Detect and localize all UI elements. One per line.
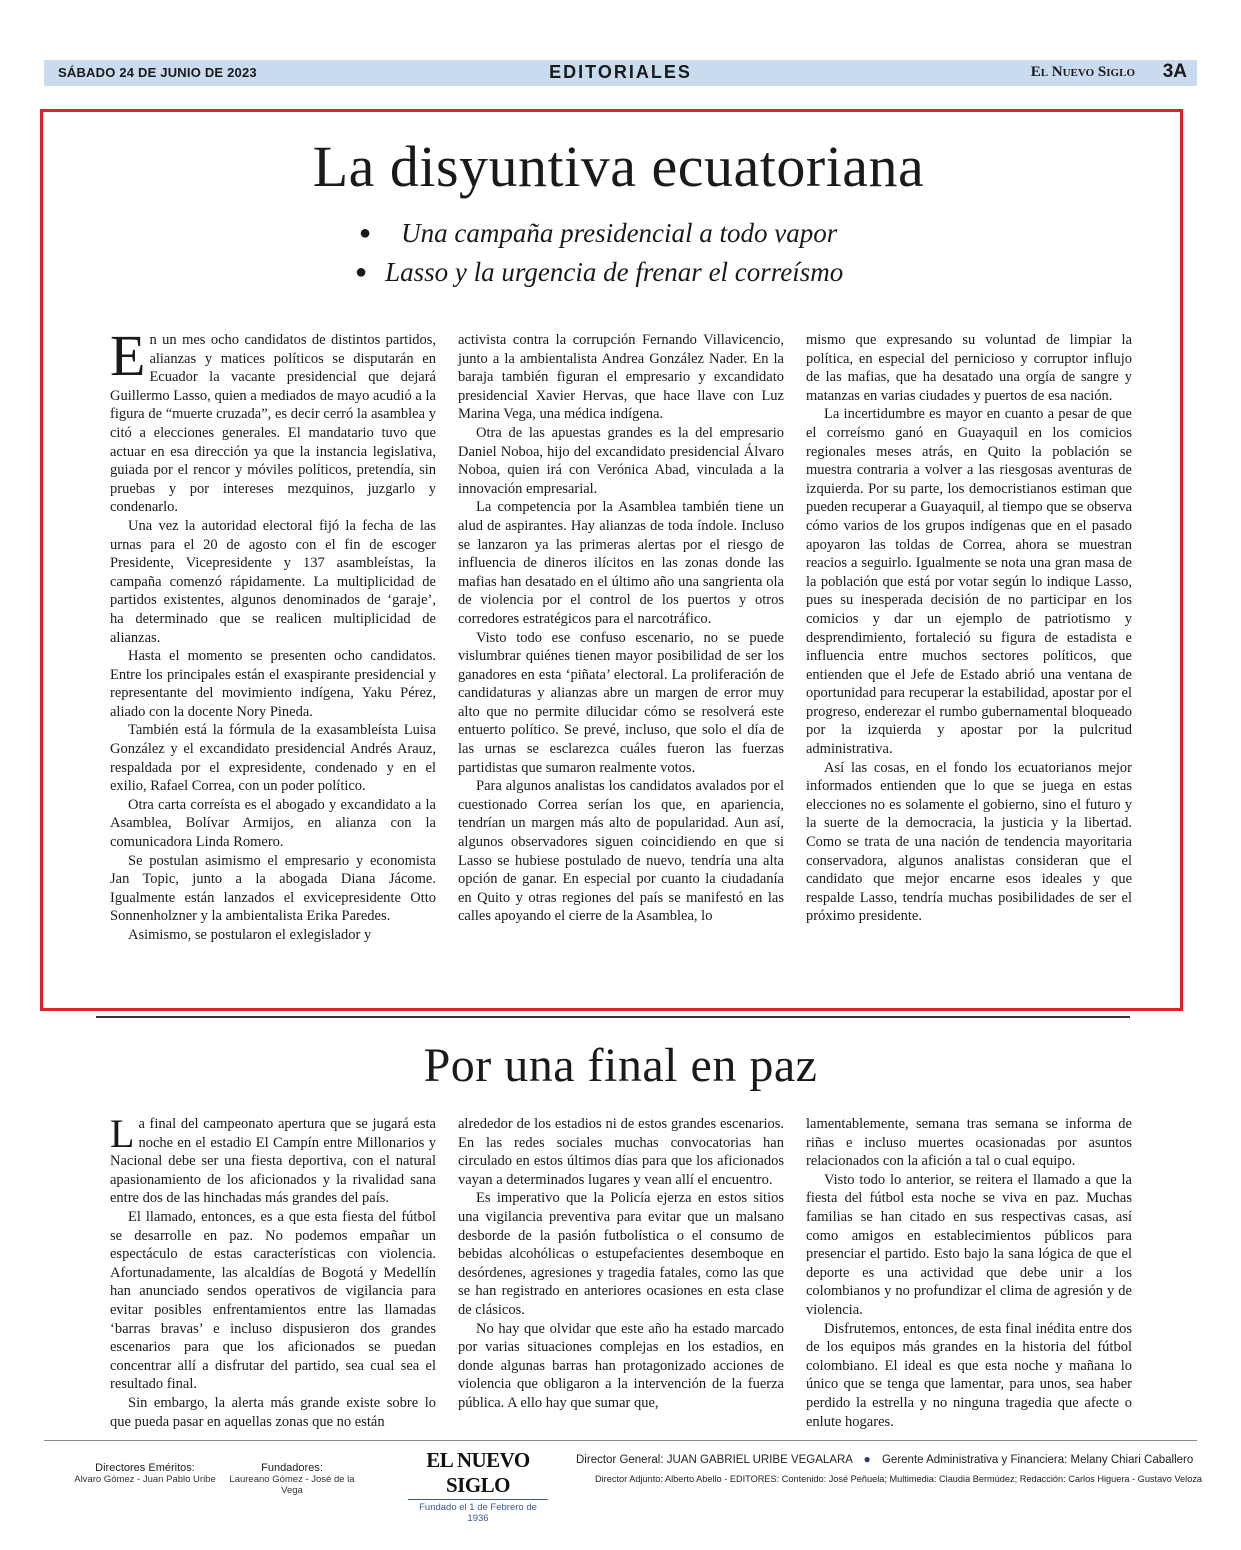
bullet-icon: ● [355,261,368,283]
paragraph: Sin embargo, la alerta más grande existe sobre lo que pueda pasar en aquellas zonas que no están [110,1394,436,1430]
paragraph: Una vez la autoridad electoral fijó la fecha de las urnas para el 20 de agosto con el fin de escoger Presidente, Vicepresidente y 137 asambleístas, la campaña comenzó rápidamente. La multiplicidad de partidos existentes, algunos denominados de ‘garaje’, ha determinado que se realicen multiplicidad de alianzas. [110,517,436,646]
paragraph: Visto todo lo anterior, se reitera el llamado a que la fiesta del fútbol esta noche se viva en paz. Muchas familias se han citado en sus respectivas casas, así como amigos en establecimientos públicos para presenciar el partido. Esto bajo la sana lógica de que el deporte es una actividad que debe unir a los colombianos y no profundizar el clima de agresión y de violencia. [806,1171,1132,1318]
masthead-editors: Director Adjunto: Alberto Abello - EDITORES: Contenido: José Peñuela; Multimedia: Claudia Bermúdez; Redacción: Carlos Higuera - Gustavo Veloza [595,1474,1203,1484]
page-header [44,60,1197,86]
paragraph: Se postulan asimismo el empresario y economista Jan Topic, junto a la abogada Diana Jácome. Igualmente están lanzados el exvicepresidente Otto Sonnenholzner y la ambientalista Erika Paredes. [110,852,436,925]
editorial-title: La disyuntiva ecuatoriana [312,134,925,199]
paragraph: activista contra la corrupción Fernando Villavicencio, junto a la ambientalista Andrea González Nader. En la baraja también figuran el empresario y excandidato presidencial Xavier Hervas, que hace llave con Luz Marina Vega, una médica indígena. [458,332,784,423]
founders: Fundadores: Laureano Gómez - José de la Vega [229,1462,355,1496]
article-column [110,1111,436,1431]
section-divider [96,1016,1130,1018]
paragraph: También está la fórmula de la exasambleísta Luisa González y el excandidato presidencial Andrés Arauz, respaldada por el expresidente, condenado y en el exilio, Rafael Correa, con un poder político. [110,722,436,795]
issue-date: SÁBADO 24 DE JUNIO DE 2023 [58,65,257,80]
paragraph: Otra de las apuestas grandes es la del empresario Daniel Noboa, hijo del excandidato presidencial Álvaro Noboa, quien irá con Verónica Abad, vinculada a la innovación empresarial. [458,424,784,497]
drop-cap: E [110,323,146,388]
subhead: ● Una campaña presidencial a todo vapor [359,218,838,248]
masthead-staff: Director General: JUAN GABRIEL URIBE VEGALARA ● Gerente Administrativa y Financiera: Melany Chiari Caballero [576,1452,1194,1466]
section-title: EDITORIALES [549,62,692,82]
paragraph: El llamado, entonces, es a que esta fiesta del fútbol se desarrolle en paz. No podemos empañar un espectáculo de estas características con violencia. Afortunadamente, las alcaldías de Bogotá y Medellín han anunciado sendos operativos de vigilancia para evitar posibles enfrentamientos entre las llamadas ‘barras bravas’ e incluso dispusieron dos grandes escenarios para que los aficionados se puedan concentrar allí a disfrutar del partido, sea cual sea el resultado final. [110,1208,436,1393]
paragraph: La incertidumbre es mayor en cuanto a pesar de que el correísmo ganó en Guayaquil en los comicios regionales meses atrás, en Quito la población se muestra contraria a volver a las riesgosas aventuras de izquierda. Por su parte, los democristianos estiman que pueden recuperar a Guayaquil, al tiempo que se observa cómo varios de los grupos indígenas que en el pasado apoyaron las toldas de Correa, ahora se muestran reacios a seguirlo. Igualmente se nota una gran masa de la población que está por votar según lo indique Lasso, pues su inesperada decisión de no participar en los comicios y dar un ejemplo de patriotismo y desprendimiento, fortaleció su figura de estadista e influencia entre muchos sectores políticos, que entienden que el Jefe de Estado abrió una ventana de oportunidad para recuperar la estabilidad, apostar por el progreso, enderezar el rumbo gubernamental bloqueado por la izquierda y apostar por la pulcritud administrativa. [806,406,1132,758]
footer-divider [44,1440,1197,1441]
paragraph: Asimismo, se postularon el exlegislador y [128,927,372,943]
page-number: 3A [1162,61,1187,82]
editorial-title: Por una final en paz [423,1039,818,1092]
paragraph: Disfrutemos, entonces, de esta final inédita entre dos de los equipos más grandes en la historia del fútbol colombiano. El ideal es que esta noche y mañana lo único que se tenga que lamentar, para unos, sea haber perdido la estrella y no ninguna tragedia que afecte o enlute hogares. [806,1320,1132,1430]
subhead: ● Lasso y la urgencia de frenar el correísmo [355,257,844,287]
paragraph: mismo que expresando su voluntad de limpiar la política, en especial del pernicioso y corruptor influjo de las mafias, que ha desatado una orgía de sangre y matanzas en varias ciudades y puertos de esa nación. [806,332,1132,404]
paragraph: Es imperativo que la Policía ejerza en estos sitios una vigilancia preventiva para evitar que un malsano desborde de la pasión futbolística o el consumo de bebidas alcohólicas o estupefacientes desemboque en desórdenes, agresiones y tragedia fatales, como las que se han registrado en anteriores ocasiones en esta clase de clásicos. [458,1190,784,1318]
paragraph: alrededor de los estadios ni de estos grandes escenarios. En las redes sociales muchas convocatorias han circulado en estos últimos días para que los aficionados vayan a determinados lugares y vean allí el encuentro. [458,1116,784,1188]
bullet-icon: ● [359,222,372,244]
paragraph: Visto todo ese confuso escenario, no se puede vislumbrar quiénes tienen mayor posibilidad de ser los ganadores en esta ‘piñata’ electoral. La proliferación de candidaturas y alianzas abre un margen de error muy alto que no permite dilucidar cómo se resolverá este entuerto político. Se prevé, incluso, que solo el día de las urnas se esclarezca cuáles fueron las fuerzas partidistas que sumaron realmente votos. [458,629,784,776]
article-column [458,1115,784,1413]
newspaper-name: El Nuevo Siglo [1030,64,1135,80]
drop-cap: L [110,1111,135,1156]
paragraph: Así las cosas, en el fondo los ecuatorianos mejor informados entienden que lo que se juega en estas elecciones no es solamente el gobierno, sino el futuro y la suerte de la democracia, la justicia y la libertad. Como se trata de una nación de tendencia mayoritaria conservadora, algunos analistas consideran que el candidato que mejor encarne esos ideales y que respalde Lasso, tendría muchas posibilidades de ser el próximo presidente. [806,759,1132,925]
bullet-icon: ● [863,1452,871,1466]
paragraph: lamentablemente, semana tras semana se informa de riñas e incluso muertes ocasionadas por asuntos relacionados con la afición a tal o cual equipo. [806,1116,1132,1170]
newspaper-logo: EL NUEVO SIGLO Fundado el 1 de Febrero de 1936 [408,1448,548,1524]
paragraph: Otra carta correísta es el abogado y excandidato a la Asamblea, Bolívar Armijos, en alianza con la comunicadora Linda Romero. [110,796,436,851]
directors-emeritus: Directores Eméritos: Alvaro Gómez - Juan Pablo Uribe [74,1462,216,1485]
editorial-subheads [355,215,955,293]
paragraph: La final del campeonato apertura que se jugará esta noche en el estadio El Campín entre Millonarios y Nacional debe ser una fiesta deportiva, con el natural apasionamiento de los aficionados y la rivalidad sana entre dos de las hinchadas más grandes del país. [110,1111,436,1207]
paragraph: Para algunos analistas los candidatos avalados por el cuestionado Correa serían los que, en apariencia, tendrían un margen más alto de popularidad. Aun así, algunos observadores siguen coincidiendo en que si Lasso se hubiese postulado de nuevo, tendría una alta opción de ganar. En especial por cuanto la ciudadanía en Quito y otras regiones del país se manifestó en las calles apoyando el cierre de la Asamblea, lo [458,778,784,925]
article-column [806,1115,1132,1431]
paragraph: En un mes ocho candidatos de distintos partidos, alianzas y matices políticos se disputarán en Ecuador la vacante presidencial que dejará Guillermo Lasso, quien a mediados de mayo acudió a la figura de “muerte cruzada”, es decir cerró la asamblea y citó a elecciones generales. El mandatario tuvo que actuar en esa dirección ya que la instancia legislativa, guiada por el rencor y móviles políticos, pretendía, sin pruebas y por intereses mezquinos, juzgarlo y condenarlo. [110,323,436,516]
article-column [458,331,784,926]
paragraph: Hasta el momento se presenten ocho candidatos. Entre los principales están el exaspirante presidencial y representante del movimiento indígena, Yaku Pérez, aliado con la docente Nory Pineda. [110,648,436,720]
paragraph: La competencia por la Asamblea también tiene un alud de aspirantes. Hay alianzas de toda índole. Incluso se lanzaron ya las primeras alertas por el riesgo de influencia de dineros ilícitos en las zonas donde las mafias han desatado en el último año una sangrienta ola de violencia por el control de los puertos y otros corredores estratégicos para el narcotráfico. [458,499,784,627]
article-column [110,323,436,945]
article-column [806,331,1132,926]
paragraph: No hay que olvidar que este año ha estado marcado por varias situaciones complejas en los estadios, en donde algunas barras han protagonizado acciones de violencia que obligaron a la intervención de la fuerza pública. A ello hay que sumar que, [458,1320,784,1411]
